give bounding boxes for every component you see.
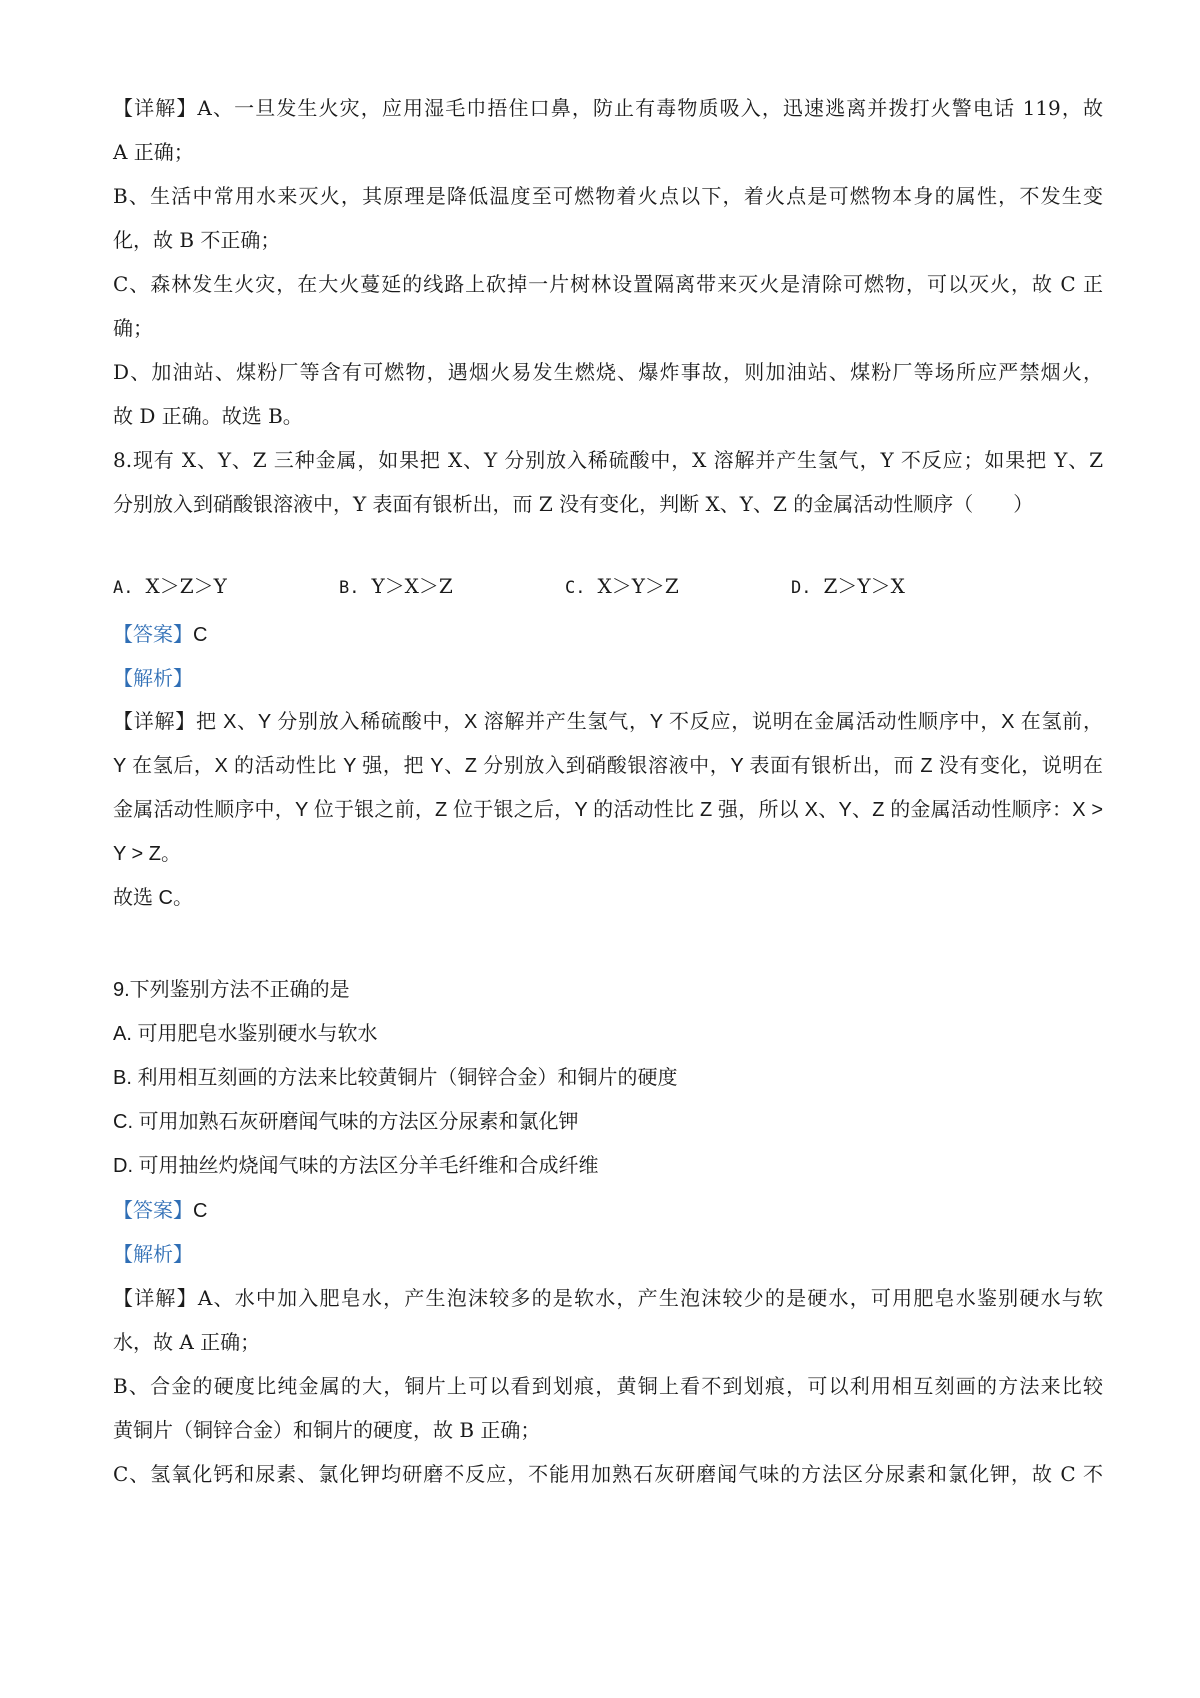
q8-option-d: D. Z＞Y＞X xyxy=(791,574,905,598)
q9-option-c: C. 可用加熟石灰研磨闻气味的方法区分尿素和氯化钾 xyxy=(113,1111,579,1133)
q9-option-b: B. 利用相互刻画的方法来比较黄铜片（铜锌合金）和铜片的硬度 xyxy=(113,1067,678,1089)
q9-option-a: A. 可用肥皂水鉴别硬水与软水 xyxy=(113,1023,378,1045)
q8-option-a: A. X＞Z＞Y xyxy=(113,574,227,598)
q7-detail-line-8: 故 D 正确。故选 B。 xyxy=(113,404,303,428)
q7-detail-line-2: A 正确； xyxy=(113,140,194,164)
q7-detail-line-1: 【详解】A、一旦发生火灾，应用湿毛巾捂住口鼻，防止有毒物质吸入，迅速逃离并拨打火警电话 119，故 xyxy=(113,96,1103,120)
q8-detail-line-2: Y 在氢后，X 的活动性比 Y 强，把 Y、Z 分别放入到硝酸银溶液中，Y 表面有银析出，而 Z 没有变化，说明在 xyxy=(113,755,1103,777)
q8-detail-line-3: 金属活动性顺序中，Y 位于银之前，Z 位于银之后，Y 的活动性比 Z 强，所以 X、Y、Z 的金属活动性顺序：X > xyxy=(113,799,1103,821)
q7-detail-line-5: C、森林发生火灾，在大火蔓延的线路上砍掉一片树林设置隔离带来灭火是清除可燃物，可以灭火，故 C 正 xyxy=(113,272,1103,296)
q9-detail-line-1: 【详解】A、水中加入肥皂水，产生泡沫较多的是软水，产生泡沫较少的是硬水，可用肥皂水鉴别硬水与软 xyxy=(113,1286,1103,1310)
q9-detail-line-3: B、合金的硬度比纯金属的大，铜片上可以看到划痕，黄铜上看不到划痕，可以利用相互刻画的方法来比较 xyxy=(113,1374,1103,1398)
q8-option-b: B. Y＞X＞Z xyxy=(339,574,453,598)
q8-detail-line-4: Y > Z。 xyxy=(113,843,181,865)
q9-detail-line-5: C、氢氧化钙和尿素、氯化钾均研磨不反应，不能用加熟石灰研磨闻气味的方法区分尿素和氯化钾，故 C 不 xyxy=(113,1462,1103,1486)
q7-detail-line-6: 确； xyxy=(113,316,153,340)
q9-detail-line-4: 黄铜片（铜锌合金）和铜片的硬度，故 B 正确； xyxy=(113,1418,541,1442)
q7-detail-line-3: B、生活中常用水来灭火，其原理是降低温度至可燃物着火点以下，着火点是可燃物本身的属性，不发生变 xyxy=(113,184,1103,208)
q8-option-c: C. X＞Y＞Z xyxy=(565,574,679,598)
q8-analysis-tag: 【解析】 xyxy=(113,666,193,690)
q9-analysis-tag: 【解析】 xyxy=(113,1242,193,1266)
q9-answer: 【答案】C xyxy=(113,1198,208,1222)
q8-stem-line-2: 分别放入到硝酸银溶液中，Y 表面有银析出，而 Z 没有变化，判断 X、Y、Z 的金属活动性顺序（ ） xyxy=(113,492,1034,516)
q8-answer: 【答案】C xyxy=(113,622,208,646)
q8-stem-line-1: 8.现有 X、Y、Z 三种金属，如果把 X、Y 分别放入稀硫酸中，X 溶解并产生氢气，Y 不反应；如果把 Y、Z xyxy=(113,448,1103,472)
q7-detail-line-4: 化，故 B 不正确； xyxy=(113,228,281,252)
q8-conclusion: 故选 C。 xyxy=(113,887,193,909)
q7-detail-line-7: D、加油站、煤粉厂等含有可燃物，遇烟火易发生燃烧、爆炸事故，则加油站、煤粉厂等场所应严禁烟火， xyxy=(113,360,1103,384)
q9-stem: 9.下列鉴别方法不正确的是 xyxy=(113,979,350,1001)
q8-options xyxy=(113,572,1103,600)
q9-option-d: D. 可用抽丝灼烧闻气味的方法区分羊毛纤维和合成纤维 xyxy=(113,1155,599,1177)
q9-detail-line-2: 水，故 A 正确； xyxy=(113,1330,261,1354)
q8-detail-line-1: 【详解】把 X、Y 分别放入稀硫酸中，X 溶解并产生氢气，Y 不反应，说明在金属活动性顺序中，X 在氢前， xyxy=(113,711,1103,733)
